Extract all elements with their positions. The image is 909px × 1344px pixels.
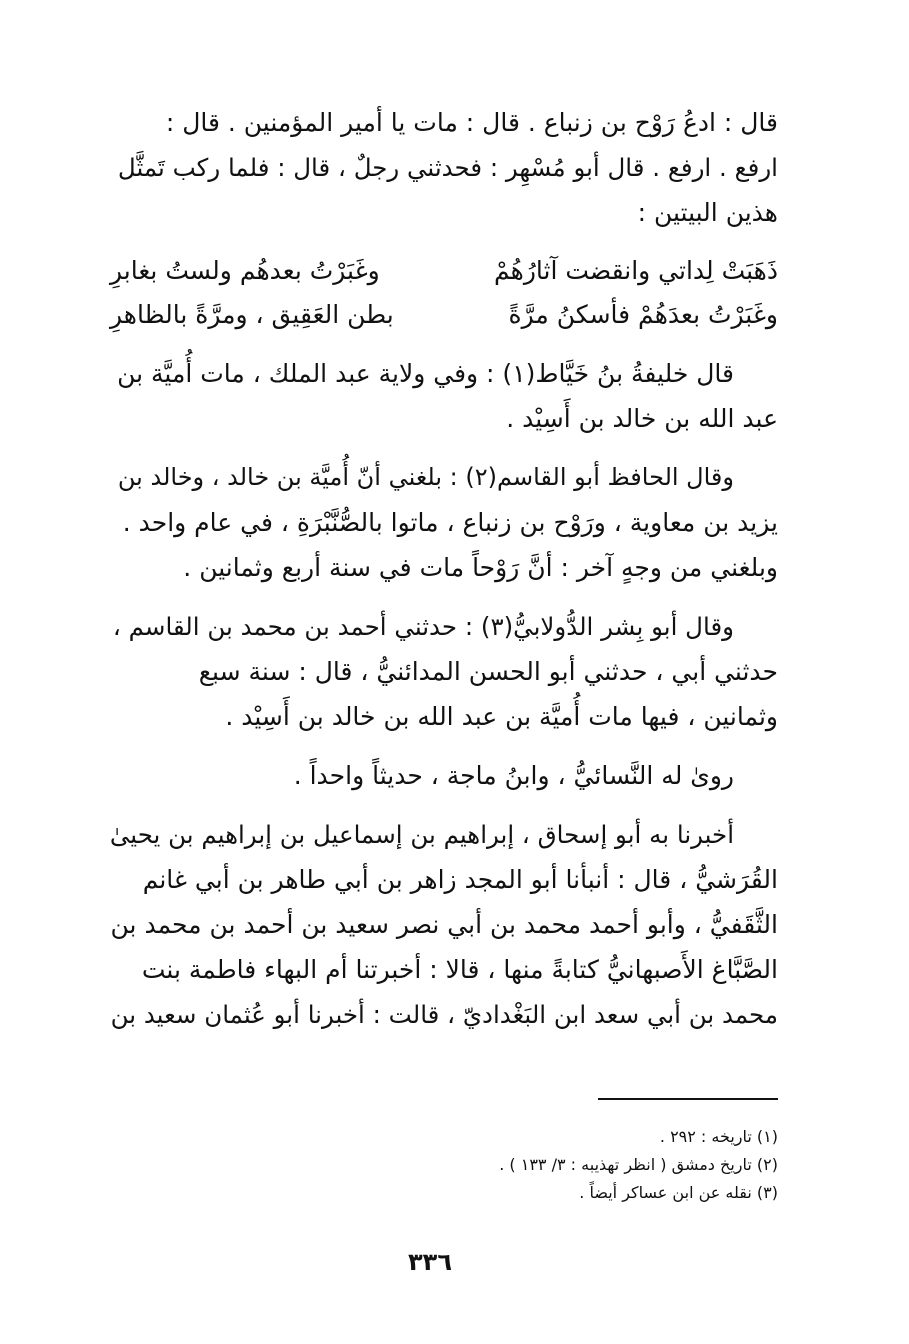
- paragraph-1: [110, 100, 778, 235]
- text-line: قال : ادعُ رَوْح بن زنباع . قال : مات يا أمير المؤمنين . قال :: [165, 108, 778, 137]
- text-line: ارفع . ارفع . قال أبو مُسْهِر : فحدثني رجلٌ ، قال : فلما ركب تَمثَّل: [117, 153, 778, 182]
- footnote-divider: [598, 1098, 778, 1100]
- paragraph-2: [110, 351, 778, 441]
- paragraph-6: [110, 812, 778, 1037]
- footnote-2: (٢) تاريخ دمشق ( انظر تهذيبه : ٣/ ١٣٣ ) .: [499, 1155, 778, 1174]
- poem: [110, 249, 778, 337]
- text-line: الثَّقَفيُّ ، وأبو أحمد محمد بن أبي نصر سعيد بن أحمد بن محمد بن: [110, 910, 778, 939]
- text-line: حدثني أبي ، حدثني أبو الحسن المدائنيُّ ، قال : سنة سبع: [198, 657, 778, 686]
- text-line: قال خليفةُ بنُ خَيَّاط(١) : وفي ولاية عبد الملك ، مات أُميَّة بن: [117, 359, 734, 388]
- text-line: القُرَشيُّ ، قال : أنبأنا أبو المجد زاهر بن أبي طاهر بن أبي غانم: [142, 865, 778, 894]
- page-number: ٣٣٦: [408, 1248, 452, 1276]
- verse-first-hemistich: ذَهَبَتْ لِداتي وانقضت آثارُهُمْ: [494, 256, 778, 285]
- footnote-3: (٣) نقله عن ابن عساكر أيضاً .: [579, 1183, 778, 1202]
- text-line: هذين البيتين :: [637, 198, 778, 227]
- footnotes: [330, 1123, 778, 1207]
- footnote-1: (١) تاريخه : ٢٩٢ .: [659, 1127, 778, 1146]
- verse-second-hemistich: بطن العَقِيق ، ومرَّةً بالظاهرِ: [110, 300, 394, 329]
- paragraph-4: [110, 604, 778, 739]
- text-line: روىٰ له النَّسائيُّ ، وابنُ ماجة ، حديثاً واحداً .: [293, 761, 734, 790]
- main-text: [110, 100, 778, 1037]
- text-line: وبلغني من وجهٍ آخر : أنَّ رَوْحاً مات في سنة أربع وثمانين .: [183, 553, 778, 582]
- text-line: يزيد بن معاوية ، ورَوْح بن زنباع ، ماتوا بالصُّنَّبْرَةِ ، في عام واحد .: [122, 508, 778, 537]
- text-line: محمد بن أبي سعد ابن البَغْداديّ ، قالت : أخبرنا أبو عُثمان سعيد بن: [110, 1000, 778, 1029]
- text-line: وقال الحافظ أبو القاسم(٢) : بلغني أنّ أُميَّة بن خالد ، وخالد بن: [117, 463, 734, 491]
- paragraph-5: [110, 753, 778, 798]
- text-line: أخبرنا به أبو إسحاق ، إبراهيم بن إسماعيل بن إبراهيم بن يحيىٰ: [109, 820, 734, 849]
- verse-first-hemistich: وغَبَرْتُ بعدَهُمْ فأسكنُ مرَّةً: [508, 300, 778, 329]
- verse-line: [110, 293, 778, 337]
- paragraph-3: [110, 455, 778, 590]
- verse-line: [110, 249, 778, 293]
- text-line: عبد الله بن خالد بن أَسِيْد .: [506, 404, 778, 433]
- text-line: وقال أبو بِشر الدُّولابيُّ(٣) : حدثني أحمد بن محمد بن القاسم ،: [112, 612, 734, 641]
- verse-second-hemistich: وغَبَرْتُ بعدهُم ولستُ بغابرِ: [110, 256, 380, 285]
- text-line: الصَّبَّاغ الأَصبهانيُّ كتابةً منها ، قالا : أخبرتنا أم البهاء فاطمة بنت: [141, 955, 778, 984]
- text-line: وثمانين ، فيها مات أُميَّة بن عبد الله بن خالد بن أَسِيْد .: [225, 702, 778, 731]
